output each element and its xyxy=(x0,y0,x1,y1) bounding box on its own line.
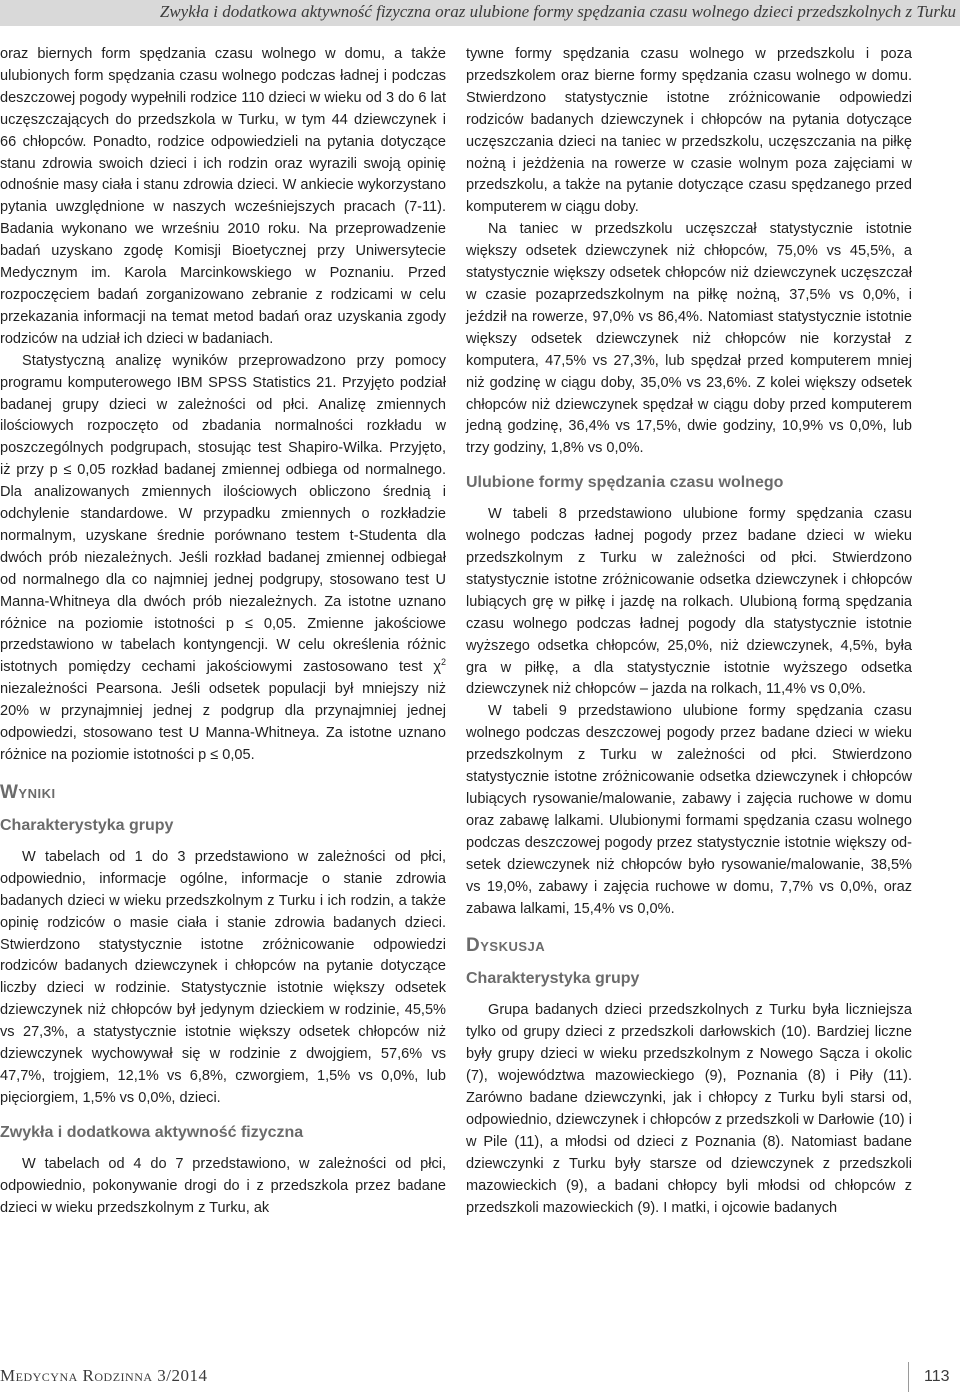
heading-physical-activity: Zwykła i dodatkowa aktywność fizyczna xyxy=(0,1123,304,1141)
left-column xyxy=(0,44,446,1220)
heading-discussion: Dyskusja xyxy=(466,935,546,957)
page-number: 113 xyxy=(924,1368,950,1385)
footer-divider xyxy=(908,1362,909,1392)
activity-continued-paragraph: tywne formy spędzania czasu wolnego w przedszkolu i poza przedszkolem oraz bierne formy spędzania czasu wolnego w domu. Stwierdzono statystycznie istotne zróżnicowanie odpowiedzi rodziców badanych dziewczynek i chłopców na pytania dotyczące uczęszczania dzieci na taniec w przedszkolu, uczęszczania na piłkę nożną i jeżdżenia na rowerze w czasie wolnym poza zajęciami w przedszkolu, a także na pytanie dotyczące czasu spędzanego przed komputerem w ciągu doby. xyxy=(466,46,912,216)
dance-football-paragraph: Na taniec w przedszkolu uczęszczał statystycznie istotnie większy odsetek dziewczynek niż chłopców, 75,0% vs 45,5%, a statystycznie większy odsetek chłopców niż dziewczynek uczęszczał w czasie pozaprzedszkolnym na piłkę nożną, 37,5% vs 0,0%, i jeździł na rowerze, 97,0% vs 86,4%. Natomiast statystycznie istotnie większy odsetek dziewczynek niż chłopców nie korzystał z komputera, 47,5% vs 27,3%, lub spędzał przed komputerem mniej niż godzinę w ciągu doby, 35,0% vs 23,6%. Z kolei większy odsetek chłopców niż dziewczynek spędzał w ciągu doby przed komputerem jedną godzinę, 36,4% vs 17,5%, dwie godziny, 10,9% vs 0,0%, lub trzy godziny, 1,8% vs 0,0%. xyxy=(466,221,912,457)
heading-results: Wyniki xyxy=(0,781,56,803)
statistics-text-b: niezależności Pearsona. Jeśli odsetek populacji był mniejszy niż 20% w przynajmniej jednej z podgrup dla przynajmniej jednej odpowiedzi, stosowano test U Manna-Whitneya. Za istotne uznano różnice na poziomie istotności p ≤ 0,05. xyxy=(0,681,446,763)
table8-paragraph: W tabeli 8 przedstawiono ulubione formy spędzania czasu wolnego podczas ładnej pogody przez badane dzieci w wieku przedszkolnym z Turku w zależności od płci. Stwierdzono statystycznie istotne zróżnicowanie odsetka dziewczynek i chłopców lubiących grę w piłkę i jazdę na rolkach. Ulubioną formą spędzania czasu wolnego podczas ładnej pogody dla statystycznie istotnie wyższego odsetka chłopców, 25,0%, niż dziewczynek, 4,5%, była gra w piłkę, a dla statystycznie istotnie wyższego odsetka dziewczynek niż chłopców – jazda na rolkach, 11,4% vs 0,0%. xyxy=(466,506,912,698)
discussion-paragraph: Grupa badanych dzieci przedszkolnych z Turku była liczniejsza tylko od grupy dzieci z przedszkoli darłowskich (10). Bardziej liczne były grupy dzieci w wieku przedszkolnym z Nowego Sącza i okolic (7), województwa mazowieckiego (9), Poznania (8) i Piły (11). Zarówno badane dziewczynki, jak i chłopcy z Turku byli starsi od, odpowiednio, dziewczynek i chłopców z przedszkoli w Darłowie (10) i w Pile (11), a młodsi od dzieci z Poznania (8). Natomiast badane dziewczynki z Turku były starsze od dziewczynek z przedszkoli mazowieckich (9), a badani chłopcy byli młodsi od chłopców z przedszkoli mazowieckich (9). I matki, i ojcowie badanych xyxy=(466,1002,912,1216)
results-group-paragraph: W tabelach od 1 do 3 przedstawiono w zależności od płci, odpowiednio, informacje ogólne, informacje o stanie zdrowia badanych dzieci w wieku przedszkolnym z Turku i ich rodzin, a także opinię rodziców o masie ciała i stanie zdrowia badanych dzieci. Stwierdzono statystycznie istotne zróżnicowanie odpowiedzi rodziców badanych dziewczynek i chłopców na pytanie dotyczące liczby dzieci w rodzinie. Statystycznie istotnie większy odsetek dziewczynek niż chłopców był jedynym dzieckiem w rodzinie, 45,5% vs 27,3%, a statystycznie istotnie większy odsetek chłopców niż dziewczynek wychowywał się w rodzinie z dwojgiem, 57,6% vs 47,7%, trojgiem, 12,1% vs 6,8%, czworgiem, 1,5% vs 0,0%, lub pięciorgiem, 1,5% vs 0,0%, dzieci. xyxy=(0,848,446,1106)
methods-paragraph: oraz biernych form spędzania czasu wolnego w domu, a także ulubionych form spędzania czasu wolnego podczas ładnej i podczas deszczowej pogody wypełnili rodzice 110 dzieci w wieku od 3 do 6 lat uczęszczających do przedszkola w Turku, w tym 44 dziewczynek i 66 chłopców. Ponadto, rodzice odpowiedzieli na pytania dotyczące stanu zdrowia swoich dzieci i ich rodzin oraz wyrazili swoją opinię odnośnie masy ciała i stanu zdrowia dzieci. W ankiecie wykorzystano pytania uwzględnione w naszych wcześniejszych pracach (7-11). Badania wykonano we wrześniu 2010 roku. Na przeprowadzenie badań uzyskano zgodę Komisji Bioetycznej przy Uniwersytecie Medycznym im. Karola Marcinkowskiego w Poznaniu. Przed rozpoczęciem badań zorganizowano zebranie z rodzicami w celu przekazania informacji na temat metod badań oraz uzyskania zgody rodziców na udział ich dzieci w badaniach. xyxy=(0,46,446,347)
activity-paragraph: W tabelach od 4 do 7 przedstawiono, w zależności od płci, odpowiednio, pokonywanie drogi do i z przedszkola przez badane dzieci w wieku przedszkolnym z Turku, ak xyxy=(0,1155,446,1216)
header-band xyxy=(0,0,960,26)
right-column xyxy=(466,44,912,1220)
chi-square-superscript: 2 xyxy=(440,657,446,668)
heading-group-characteristics: Charakterystyka grupy xyxy=(0,816,174,834)
statistics-paragraph xyxy=(0,351,446,767)
table9-paragraph: W tabeli 9 przedstawiono ulubione formy spędzania czasu wolnego podczas deszczowej pogody przez badane dzieci w wieku przedszkolnym z Turku w zależności od płci. Stwierdzono statystycznie istotne zróżnicowanie odsetka dziewczynek i chłopców lubiących rysowanie/malowanie, zabawy i zajęcia ruchowe w domu oraz zabawę lalkami. Ulubionymi formami spędzania czasu wolnego podczas deszczowej pogody przez statystycznie istotnie większy odsetek dziewczynek niż chłopców było rysowanie/malowanie, 38,5% vs 19,0%, zabawy i zajęcia ruchowe w domu, 7,7% vs 0,0%, oraz zabawa lalkami, 15,4% vs 0,0%. xyxy=(466,703,912,917)
statistics-text-a: Statystyczną analizę wyników przeprowadzono przy pomocy programu komputerowego IBM SPSS Statistics 21. Przyjęto podział badanej grupy dzieci w zależności od płci. Analizę zmiennych ilościowych rozpoczęto od zbadania normalności rozkładu w poszczególnych podgrupach, stosując test Shapiro-Wilka. Przyjęto, iż przy p ≤ 0,05 rozkład badanej zmiennej odbiega od normalnego. Dla analizowanych zmiennych ilościowych obliczono średnią i odchylenie standardowe. W przypadku zmiennych o rozkładzie normalnym, uzyskane średnie porównano testem t-Studenta dla dwóch prób niezależnych. Jeśli rozkład badanej zmiennej odbiegał od normalnego dla co najmniej jednej podgrupy, stosowano test U Manna-Whitneya dla dwóch prób niezależnych. Za istotne uznano różnice na poziomie istotności p ≤ 0,05. Zmienne jakościowe przedstawiono w tabelach kontyngencji. W celu określenia różnic istotnych pomiędzy cechami jakościowymi zastosowano test χ xyxy=(0,352,446,676)
heading-discussion-group: Charakterystyka grupy xyxy=(466,970,640,988)
running-title: Zwykła i dodatkowa aktywność fizyczna oraz ulubione formy spędzania czasu wolnego dzieci przedszkolnych z Turku xyxy=(159,2,956,21)
heading-favorite-forms: Ulubione formy spędzania czasu wolnego xyxy=(466,474,784,492)
footer-journal-name: Medycyna Rodzinna 3/2014 xyxy=(0,1366,208,1385)
